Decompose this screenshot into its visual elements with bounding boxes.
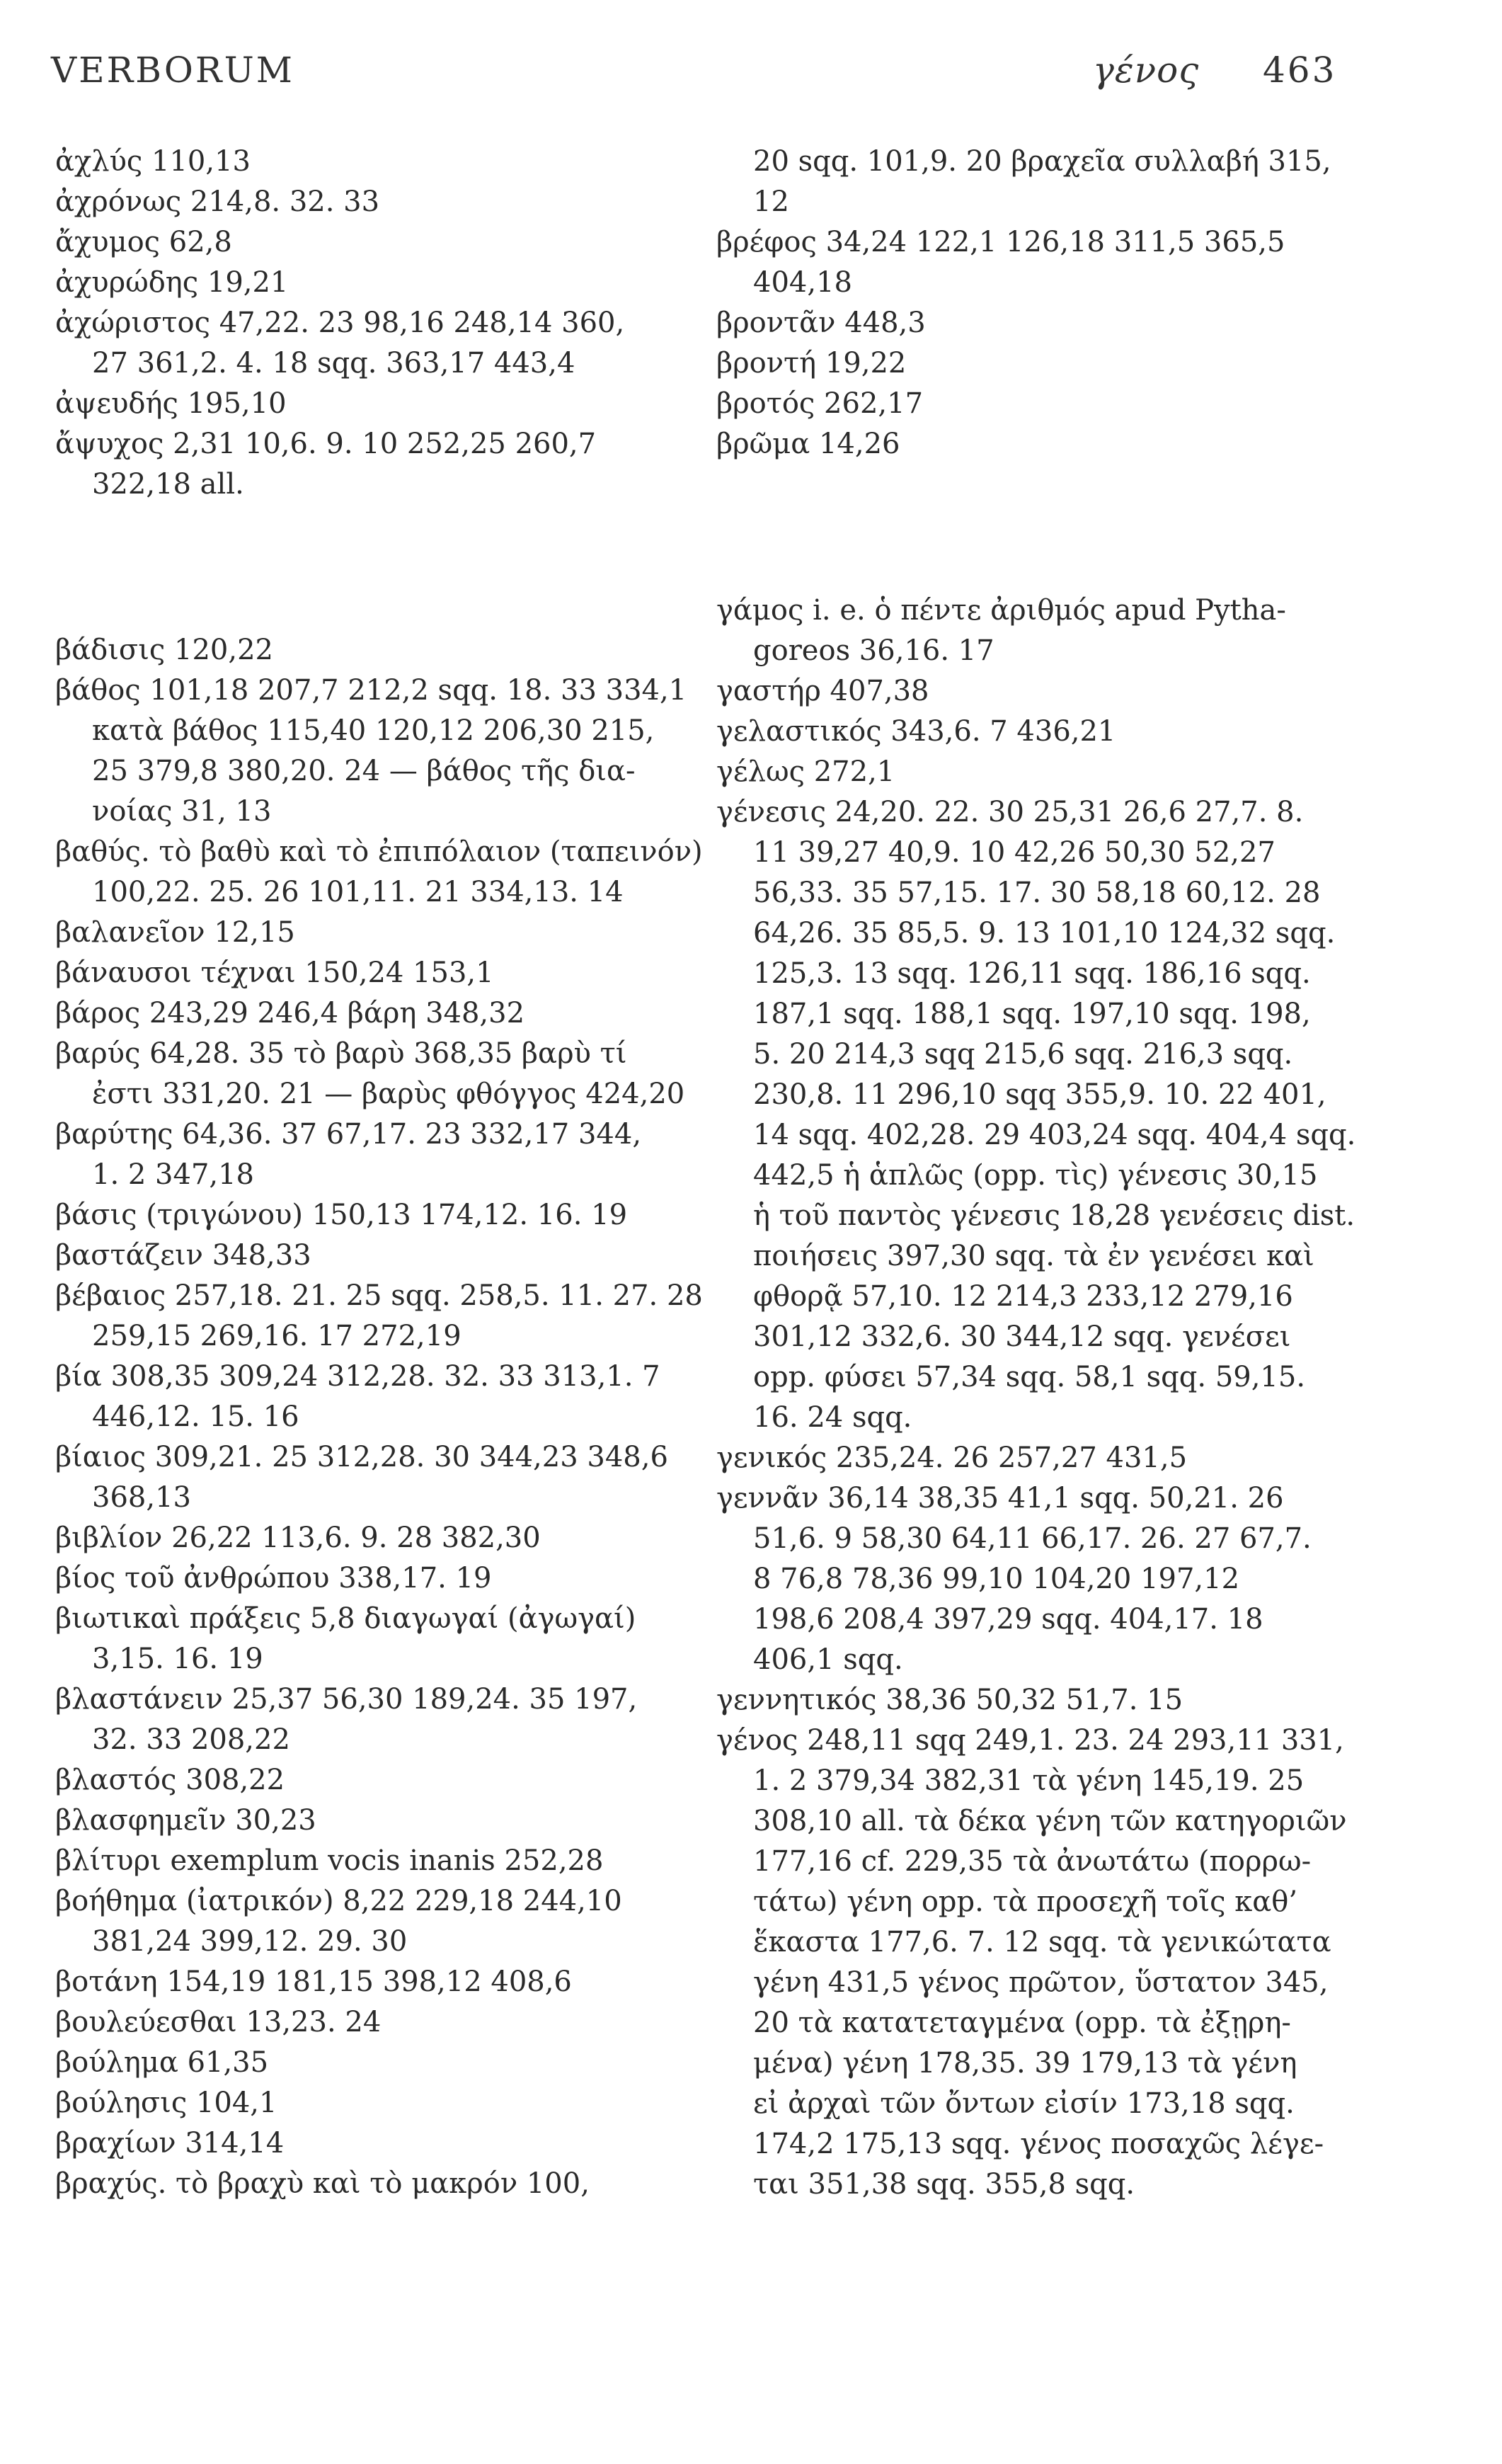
index-line: γενικός 235,24. 26 257,27 431,5 — [716, 1442, 1188, 1474]
index-line: εἰ ἀρχαὶ τῶν ὄντων εἰσίν 173,18 sqq. — [753, 2087, 1295, 2120]
index-line: γένος 248,11 sqq 249,1. 23. 24 293,11 331, — [716, 1724, 1344, 1757]
index-line: γέλως 272,1 — [716, 755, 895, 788]
index-line: ἄχυμος 62,8 — [55, 226, 232, 258]
index-line: 64,26. 35 85,5. 9. 13 101,10 124,32 sqq. — [753, 917, 1336, 949]
index-line: 442,5 ἡ ἁπλῶς (opp. τὶς) γένεσις 30,15 — [753, 1159, 1318, 1192]
index-line: βλαστός 308,22 — [55, 1764, 285, 1796]
index-line: 301,12 332,6. 30 344,12 sqq. γενέσει — [753, 1321, 1291, 1353]
index-line: βία 308,35 309,24 312,28. 32. 33 313,1. 7 — [55, 1360, 660, 1393]
index-line: βαθύς. τὸ βαθὺ καὶ τὸ ἐπιπόλαιον (ταπεινόν) — [55, 835, 703, 868]
index-line: ἡ τοῦ παντὸς γένεσις 18,28 γενέσεις dist. — [753, 1199, 1355, 1232]
index-line: βαστάζειν 348,33 — [55, 1239, 311, 1272]
running-head-left: VERBORUM — [51, 50, 294, 91]
index-line: 5. 20 214,3 sqq 215,6 sqq. 216,3 sqq. — [753, 1038, 1293, 1071]
index-line: 230,8. 11 296,10 sqq 355,9. 10. 22 401, — [753, 1078, 1326, 1111]
page-number: 463 — [1263, 50, 1337, 91]
index-line: βούλημα 61,35 — [55, 2046, 269, 2079]
right-column-block-2 — [716, 591, 1375, 2205]
index-line: 446,12. 15. 16 — [92, 1401, 299, 1433]
index-line: μένα) γένη 178,35. 39 179,13 τὰ γένη — [753, 2047, 1297, 2080]
index-line: τάτω) γένη opp. τὰ προσεχῆ τοῖς καθ’ — [753, 1886, 1298, 1918]
index-line: 406,1 sqq. — [753, 1643, 903, 1676]
index-line: βάδισις 120,22 — [55, 634, 273, 666]
index-line: βίος τοῦ ἀνθρώπου 338,17. 19 — [55, 1562, 492, 1595]
index-line: βλασφημεῖν 30,23 — [55, 1804, 316, 1837]
index-line: βαρύς 64,28. 35 τὸ βαρὺ 368,35 βαρὺ τί — [55, 1037, 627, 1070]
index-line: ἀχώριστος 47,22. 23 98,16 248,14 360, — [55, 307, 625, 339]
index-line: 125,3. 13 sqq. 126,11 sqq. 186,16 sqq. — [753, 957, 1311, 990]
index-line: βάθος 101,18 207,7 212,2 sqq. 18. 33 334,1 — [55, 674, 687, 707]
index-line: βάσις (τριγώνου) 150,13 174,12. 16. 19 — [55, 1199, 628, 1231]
index-line: 20 τὰ κατατεταγμένα (opp. τὰ ἐξῃρη- — [753, 2007, 1291, 2039]
index-line: βέβαιος 257,18. 21. 25 sqq. 258,5. 11. 27. 28 — [55, 1279, 703, 1312]
index-line: ἄψυχος 2,31 10,6. 9. 10 252,25 260,7 — [55, 428, 597, 460]
index-line: βροντᾶν 448,3 — [716, 307, 926, 339]
index-line: γεννᾶν 36,14 38,35 41,1 sqq. 50,21. 26 — [716, 1482, 1284, 1515]
index-line: 20 sqq. 101,9. 20 βραχεῖα συλλαβή 315, — [753, 145, 1331, 178]
index-line: βαλανεῖον 12,15 — [55, 916, 295, 949]
index-line: βραχύς. τὸ βραχὺ καὶ τὸ μακρόν 100, — [55, 2167, 590, 2200]
index-line: βλαστάνειν 25,37 56,30 189,24. 35 197, — [55, 1683, 638, 1716]
index-line: βίαιος 309,21. 25 312,28. 30 344,23 348,6 — [55, 1441, 668, 1473]
index-line: 12 — [753, 186, 789, 218]
index-line: γελαστικός 343,6. 7 436,21 — [716, 715, 1116, 748]
left-column-block-1 — [55, 142, 713, 505]
index-line: βαρύτης 64,36. 37 67,17. 23 332,17 344, — [55, 1118, 642, 1151]
index-line: βούλησις 104,1 — [55, 2087, 277, 2119]
index-line: κατὰ βάθος 115,40 120,12 206,30 215, — [92, 714, 655, 747]
index-line: 51,6. 9 58,30 64,11 66,17. 26. 27 67,7. — [753, 1522, 1312, 1555]
index-line: goreos 36,16. 17 — [753, 634, 994, 667]
index-line: 14 sqq. 402,28. 29 403,24 sqq. 404,4 sqq. — [753, 1119, 1356, 1151]
index-line: 1. 2 347,18 — [92, 1158, 255, 1191]
index-line: 259,15 269,16. 17 272,19 — [92, 1320, 462, 1352]
index-line: βάρος 243,29 246,4 βάρη 348,32 — [55, 997, 525, 1029]
index-line: 187,1 sqq. 188,1 sqq. 197,10 sqq. 198, — [753, 998, 1311, 1030]
index-line: 381,24 399,12. 29. 30 — [92, 1925, 408, 1958]
index-line: 322,18 all. — [92, 468, 244, 501]
index-line: 25 379,8 380,20. 24 — βάθος τῆς δια- — [92, 755, 636, 787]
index-line: γεννητικός 38,36 50,32 51,7. 15 — [716, 1684, 1183, 1716]
index-line: ται 351,38 sqq. 355,8 sqq. — [753, 2168, 1135, 2201]
index-line: opp. φύσει 57,34 sqq. 58,1 sqq. 59,15. — [753, 1361, 1306, 1393]
index-line: 198,6 208,4 397,29 sqq. 404,17. 18 — [753, 1603, 1263, 1636]
index-line: ἀχυρώδης 19,21 — [55, 266, 289, 299]
index-line: 1. 2 379,34 382,31 τὰ γένη 145,19. 25 — [753, 1764, 1305, 1797]
index-line: νοίας 31, 13 — [92, 795, 272, 828]
index-line: 100,22. 25. 26 101,11. 21 334,13. 14 — [92, 876, 624, 908]
index-line: βιβλίον 26,22 113,6. 9. 28 382,30 — [55, 1522, 541, 1554]
left-column-block-2 — [55, 630, 713, 2204]
index-line: βοτάνη 154,19 181,15 398,12 408,6 — [55, 1966, 572, 1998]
index-line: γένη 431,5 γένος πρῶτον, ὕστατον 345, — [753, 1966, 1329, 1999]
index-line: βραχίων 314,14 — [55, 2127, 285, 2160]
index-line: ποιήσεις 397,30 sqq. τὰ ἐν γενέσει καὶ — [753, 1240, 1314, 1272]
index-line: 368,13 — [92, 1481, 191, 1514]
index-line: 174,2 175,13 sqq. γένος ποσαχῶς λέγε- — [753, 2128, 1324, 2160]
index-line: 8 76,8 78,36 99,10 104,20 197,12 — [753, 1563, 1240, 1595]
right-column-block-1 — [716, 142, 1375, 464]
index-line: ἀχρόνως 214,8. 32. 33 — [55, 186, 380, 218]
index-line: ἀψευδής 195,10 — [55, 387, 287, 420]
index-line: ἕκαστα 177,6. 7. 12 sqq. τὰ γενικώτατα — [753, 1926, 1331, 1958]
index-line: βροτός 262,17 — [716, 387, 924, 420]
index-line: ἀχλύς 110,13 — [55, 145, 251, 178]
index-line: βοήθημα (ἰατρικόν) 8,22 229,18 244,10 — [55, 1885, 622, 1917]
index-line: 177,16 cf. 229,35 τὰ ἀνωτάτω (πορρω- — [753, 1845, 1312, 1878]
index-line: γαστήρ 407,38 — [716, 675, 929, 707]
index-line: βρῶμα 14,26 — [716, 428, 900, 460]
index-line: 11 39,27 40,9. 10 42,26 50,30 52,27 — [753, 836, 1275, 869]
index-line: βουλεύεσθαι 13,23. 24 — [55, 2006, 382, 2038]
index-line: γένεσις 24,20. 22. 30 25,31 26,6 27,7. 8. — [716, 796, 1304, 828]
index-line: 308,10 all. τὰ δέκα γένη τῶν κατηγοριῶν — [753, 1805, 1347, 1837]
index-line: 56,33. 35 57,15. 17. 30 58,18 60,12. 28 — [753, 877, 1321, 909]
index-line: βάναυσοι τέχναι 150,24 153,1 — [55, 957, 494, 989]
index-line: 404,18 — [753, 266, 852, 299]
index-line: βροντή 19,22 — [716, 347, 907, 380]
running-head-word: γένος — [1093, 50, 1200, 91]
index-line: φθορᾷ 57,10. 12 214,3 233,12 279,16 — [753, 1280, 1293, 1313]
index-line: βλίτυρι exemplum vocis inanis 252,28 — [55, 1844, 604, 1877]
index-line: βρέφος 34,24 122,1 126,18 311,5 365,5 — [716, 226, 1285, 258]
index-line: 27 361,2. 4. 18 sqq. 363,17 443,4 — [92, 347, 575, 380]
index-line: 16. 24 sqq. — [753, 1401, 912, 1434]
index-line: βιωτικαὶ πράξεις 5,8 διαγωγαί (ἀγωγαί) — [55, 1602, 636, 1635]
index-line: γάμος i. e. ὁ πέντε ἀριθμός apud Pytha- — [716, 594, 1286, 627]
index-line: 3,15. 16. 19 — [92, 1643, 263, 1675]
index-line: 32. 33 208,22 — [92, 1723, 290, 1756]
index-line: ἐστι 331,20. 21 — βαρὺς φθόγγος 424,20 — [92, 1078, 685, 1110]
